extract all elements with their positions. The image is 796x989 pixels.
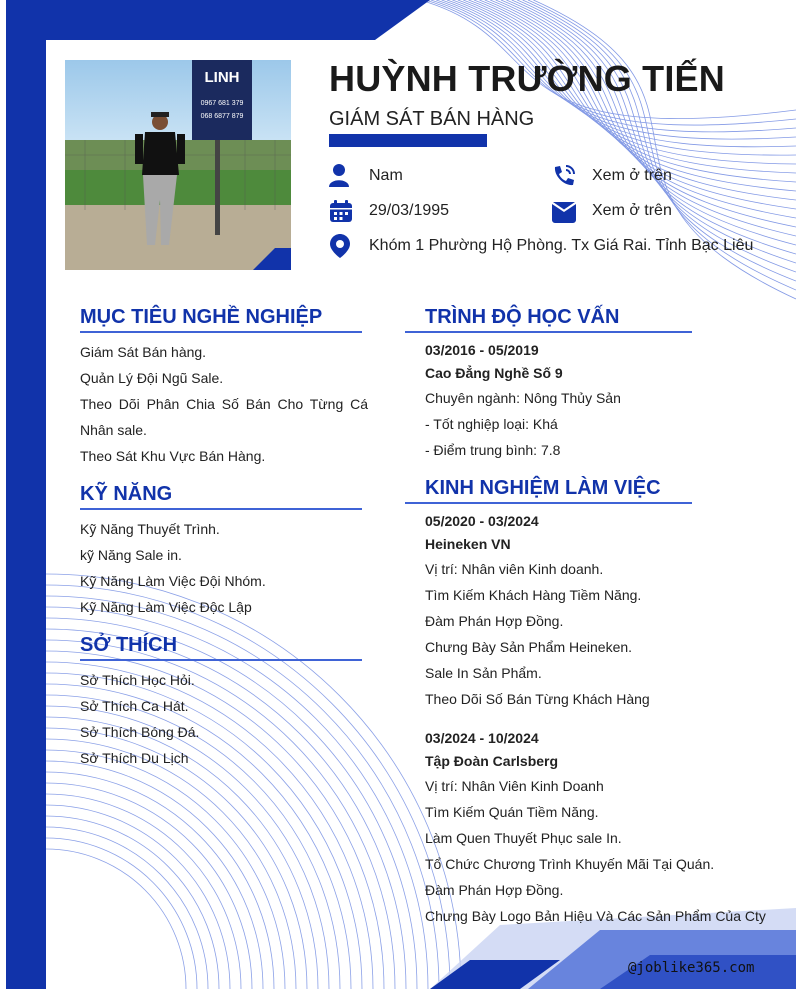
objective-item: Theo Sát Khu Vực Bán Hàng. [80,448,266,464]
experience-divider [405,502,692,504]
job-line: Vị trí: Nhân Viên Kinh Doanh [425,778,604,794]
footer-handle: @joblike365.com [628,960,755,976]
job-line: Tổ Chức Chương Trình Khuyến Mãi Tại Quán. [425,856,715,872]
person-name: HUỲNH TRƯỜNG TIẾN [329,58,725,99]
job-line: Tìm Kiếm Quán Tiềm Năng. [425,804,599,820]
address-value: Khóm 1 Phường Hộ Phòng. Tx Giá Rai. Tỉnh Bạc Liêu [369,237,754,254]
objective-item: Theo Dõi Phân Chia Số Bán Cho Từng Cá Nhân sale. [80,396,368,438]
skill-item: Kỹ Năng Làm Việc Đội Nhóm. [80,573,266,589]
education-line: - Tốt nghiệp loại: Khá [425,416,558,432]
education-school: Cao Đẳng Nghề Số 9 [425,365,563,381]
education-line: Chuyên ngành: Nông Thủy Sản [425,390,621,406]
hobby-item: Sở Thích Ca Hát. [80,698,189,714]
job-line: Đàm Phán Hợp Đồng. [425,882,564,898]
skills-heading: KỸ NĂNG [80,483,173,505]
hobby-item: Sở Thích Học Hỏi. [80,672,195,688]
objective-item: Quản Lý Đội Ngũ Sale. [80,370,224,386]
skill-item: Kỹ Năng Làm Việc Độc Lập [80,599,252,615]
phone-value: Xem ở trên [592,167,672,184]
calendar-icon [329,199,353,223]
objective-item: Giám Sát Bán hàng. [80,344,207,360]
title-underline-bar [329,134,487,147]
gender-value: Nam [369,167,403,184]
job-period: 05/2020 - 03/2024 [425,513,539,529]
job-line: Đàm Phán Hợp Đồng. [425,613,564,629]
education-period: 03/2016 - 05/2019 [425,342,539,358]
svg-text:068 6877 879: 068 6877 879 [200,113,244,120]
hobbies-heading: SỞ THÍCH [80,634,178,656]
experience-heading: KINH NGHIỆM LÀM VIỆC [425,477,661,499]
skill-item: Kỹ Năng Thuyết Trình. [80,521,220,537]
svg-text:0967 681 379: 0967 681 379 [200,100,244,107]
job-line: Làm Quen Thuyết Phục sale In. [425,830,622,846]
objective-divider [80,331,362,333]
email-value: Xem ở trên [592,202,672,219]
hobbies-divider [80,659,362,661]
job-company: Tập Đoàn Carlsberg [425,753,559,769]
job-company: Heineken VN [425,536,511,552]
education-heading: TRÌNH ĐỘ HỌC VẤN [425,306,620,328]
sign-text: LINH [204,69,240,86]
job-period: 03/2024 - 10/2024 [425,730,539,746]
job-line: Sale In Sản Phẩm. [425,665,542,681]
job-line: Tìm Kiếm Khách Hàng Tiềm Năng. [425,587,642,603]
hobby-item: Sở Thích Bóng Đá. [80,724,200,740]
phone-icon [552,164,576,188]
skills-divider [80,508,362,510]
user-icon [329,163,349,187]
education-line: - Điểm trung bình: 7.8 [425,442,561,458]
left-accent-bar [6,0,46,989]
objective-heading: MỤC TIÊU NGHỀ NGHIỆP [80,306,323,328]
skill-item: kỹ Năng Sale in. [80,547,182,563]
job-line: Theo Dõi Số Bán Từng Khách Hàng [425,691,650,707]
email-icon [552,201,576,223]
job-line: Chưng Bày Sản Phẩm Heineken. [425,639,633,655]
location-pin-icon [330,234,350,258]
profile-photo [65,60,291,270]
job-line: Chưng Bày Logo Bản Hiệu Và Các Sản Phẩm Của Cty [425,908,766,924]
hobby-item: Sở Thích Du Lịch [80,750,189,766]
dob-value: 29/03/1995 [369,202,450,219]
job-line: Vị trí: Nhân viên Kinh doanh. [425,561,604,577]
job-title: GIÁM SÁT BÁN HÀNG [329,108,535,130]
education-divider [405,331,692,333]
